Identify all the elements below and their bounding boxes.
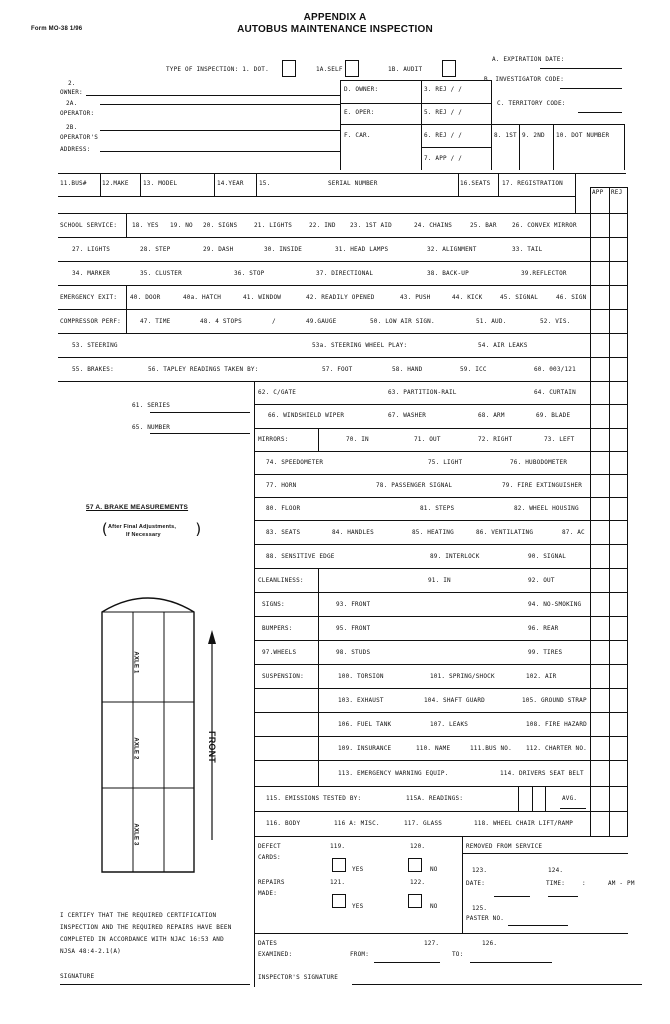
- item-28: 28. STEP: [140, 246, 171, 253]
- item-50: 50. LOW AIR SIGN.: [370, 318, 435, 325]
- item-121: 121.: [330, 879, 346, 886]
- item-73: 73. LEFT: [544, 436, 575, 443]
- seats-label: 16.SEATS: [460, 180, 491, 187]
- item-70: 70. IN: [346, 436, 369, 443]
- number-label: 65. NUMBER: [132, 424, 171, 431]
- front-arrow-head: [208, 630, 216, 644]
- item-21: 21. LIGHTS: [254, 222, 293, 229]
- emergency-exit-label: EMERGENCY EXIT:: [60, 294, 118, 301]
- item-115a: 115A. READINGS:: [406, 795, 464, 802]
- item-69: 69. BLADE: [536, 412, 571, 419]
- e-oper-label: E. OPER:: [344, 109, 375, 116]
- item-81: 81. STEPS: [420, 505, 455, 512]
- expiration-date-line[interactable]: [540, 68, 622, 69]
- item-106: 106. FUEL TANK: [338, 721, 392, 728]
- f-car-label: F. CAR.: [344, 132, 371, 139]
- item-31: 31. HEAD LAMPS: [335, 246, 389, 253]
- first-label: 8. 1ST: [494, 132, 517, 139]
- operator-line[interactable]: [100, 104, 340, 105]
- dates-label: DATES: [258, 940, 278, 947]
- item-116a: 116 A: MISC.: [334, 820, 380, 827]
- item-98: 98. STUDS: [336, 649, 371, 656]
- item-40: 40. DOOR: [130, 294, 161, 301]
- defect-yes-checkbox[interactable]: [332, 858, 346, 872]
- item-74: 74. SPEEDOMETER: [266, 459, 324, 466]
- year-label: 14.YEAR: [217, 180, 244, 187]
- mirrors-label: MIRRORS:: [258, 436, 289, 443]
- brakes-label: 55. BRAKES:: [72, 366, 114, 373]
- item-117: 117. GLASS: [404, 820, 443, 827]
- item-85: 85. HEATING: [412, 529, 454, 536]
- item-75: 75. LIGHT: [428, 459, 463, 466]
- item-104: 104. SHAFT GUARD: [424, 697, 485, 704]
- item-29: 29. DASH: [203, 246, 234, 253]
- self-checkbox[interactable]: [345, 60, 359, 77]
- item-87: 87. AC: [562, 529, 585, 536]
- examined-label: EXAMINED:: [258, 951, 293, 958]
- model-label: 13. MODEL: [143, 180, 178, 187]
- registration-label: 17. REGISTRATION: [502, 180, 563, 187]
- item-82: 82. WHEEL HOUSING: [514, 505, 579, 512]
- d-owner-label: D. OWNER:: [344, 86, 379, 93]
- owner-label: OWNER:: [60, 89, 83, 96]
- item-68: 68. ARM: [478, 412, 505, 419]
- form-number: Form MO-38 1/96: [31, 26, 83, 32]
- item-88: 88. SENSITIVE EDGE: [266, 553, 335, 560]
- bumpers-label: BUMPERS:: [262, 625, 293, 632]
- item-126: 126.: [482, 940, 498, 947]
- to-label: TO:: [452, 951, 464, 958]
- item-63: 63. PARTITION-RAIL: [388, 389, 457, 396]
- item-46: 46. SIGN: [556, 294, 587, 301]
- item-45: 45. SIGNAL: [500, 294, 539, 301]
- item-59: 59. ICC: [460, 366, 487, 373]
- item-116: 116. BODY: [266, 820, 301, 827]
- rej-3-label: 3. REJ / /: [424, 86, 463, 93]
- item-80: 80. FLOOR: [266, 505, 301, 512]
- number-line[interactable]: [150, 433, 250, 434]
- item-43: 43. PUSH: [400, 294, 431, 301]
- item-83: 83. SEATS: [266, 529, 301, 536]
- item-38: 38. BACK-UP: [427, 270, 469, 277]
- paster-number-line[interactable]: [508, 925, 568, 926]
- item-122: 122.: [410, 879, 426, 886]
- item-42: 42. READILY OPENED: [306, 294, 375, 301]
- investigator-code-label: B. INVESTIGATOR CODE:: [484, 76, 565, 83]
- make-label: 12.MAKE: [102, 180, 129, 187]
- avg-line[interactable]: [560, 808, 586, 809]
- removed-date-label: DATE:: [466, 880, 486, 887]
- rej-5-label: 5. REJ / /: [424, 109, 463, 116]
- item-110: 110. NAME: [416, 745, 451, 752]
- item-123: 123.: [472, 867, 488, 874]
- item-111: 111.BUS NO.: [470, 745, 512, 752]
- owner-number: 2.: [68, 80, 76, 87]
- defect-no-checkbox[interactable]: [408, 858, 422, 872]
- item-118: 118. WHEEL CHAIR LIFT/RAMP: [474, 820, 574, 827]
- removed-from-service-label: REMOVED FROM SERVICE: [466, 843, 543, 850]
- repairs-no-checkbox[interactable]: [408, 894, 422, 908]
- item-92: 92. OUT: [528, 577, 555, 584]
- brake-note-2: If Necessary: [126, 532, 161, 538]
- item-77: 77. HORN: [266, 482, 297, 489]
- removed-time-label: TIME:: [546, 880, 566, 887]
- item-27: 27. LIGHTS: [72, 246, 111, 253]
- item-86: 86. VENTILATING: [476, 529, 534, 536]
- operator-label: OPERATOR:: [60, 110, 95, 117]
- item-93: 93. FRONT: [336, 601, 371, 608]
- item-71: 71. OUT: [414, 436, 441, 443]
- certify-line-4: NJSA 48:4-2.1(A): [60, 948, 121, 955]
- item-35: 35. CLUSTER: [140, 270, 182, 277]
- compressor-label: COMPRESSOR PERF:: [60, 318, 121, 325]
- item-32: 32. ALIGNMENT: [427, 246, 477, 253]
- item-95: 95. FRONT: [336, 625, 371, 632]
- item-79: 79. FIRE EXTINGUISHER: [502, 482, 583, 489]
- examined-from-line[interactable]: [374, 962, 440, 963]
- item-89: 89. INTERLOCK: [430, 553, 480, 560]
- item-24: 24. CHAINS: [414, 222, 453, 229]
- item-90: 90. SIGNAL: [528, 553, 567, 560]
- inspection-type-label: TYPE OF INSPECTION: 1. DOT.: [166, 66, 269, 73]
- app-7-label: 7. APP / /: [424, 155, 463, 162]
- repairs-yes-checkbox[interactable]: [332, 894, 346, 908]
- item-19: 19. NO: [170, 222, 193, 229]
- item-115: 115. EMISSIONS TESTED BY:: [266, 795, 362, 802]
- school-service-label: SCHOOL SERVICE:: [60, 222, 118, 229]
- app-column-header: APP: [592, 189, 604, 196]
- second-label: 9. 2ND: [522, 132, 545, 139]
- item-48-slash: /: [272, 318, 276, 325]
- defect-no-label: NO: [430, 866, 438, 873]
- owner-line[interactable]: [86, 95, 340, 96]
- cleanliness-label: CLEANLINESS:: [258, 577, 304, 584]
- removed-time-line[interactable]: [548, 896, 578, 897]
- appendix-title: APPENDIX A: [303, 12, 367, 23]
- item-33: 33. TAIL: [512, 246, 543, 253]
- operator-number: 2A.: [66, 100, 78, 107]
- item-62: 62. C/GATE: [258, 389, 297, 396]
- form-title: AUTOBUS MAINTENANCE INSPECTION: [237, 24, 433, 35]
- address-label-1: OPERATOR'S: [60, 134, 99, 141]
- repairs-no-label: NO: [430, 903, 438, 910]
- signature-label: SIGNATURE: [60, 973, 95, 980]
- item-36: 36. STOP: [234, 270, 265, 277]
- address-line-1[interactable]: [100, 130, 340, 131]
- item-34: 34. MARKER: [72, 270, 111, 277]
- item-44: 44. KICK: [452, 294, 483, 301]
- repairs-label: REPAIRS: [258, 879, 285, 886]
- brake-note-1: After Final Adjustments,: [108, 524, 177, 530]
- item-53a: 53a. STEERING WHEEL PLAY:: [312, 342, 408, 349]
- removed-date-line[interactable]: [494, 896, 530, 897]
- item-64: 64. CURTAIN: [534, 389, 576, 396]
- item-112: 112. CHARTER NO.: [526, 745, 587, 752]
- serial-number-prefix: 15.: [259, 180, 271, 187]
- item-40a: 40a. HATCH: [183, 294, 222, 301]
- repairs-yes-label: YES: [352, 903, 364, 910]
- item-52: 52. VIS.: [540, 318, 571, 325]
- bus-number-label: 11.BUS#: [60, 180, 87, 187]
- avg-label: AVG.: [562, 795, 578, 802]
- territory-code-label: C. TERRITORY CODE:: [497, 100, 566, 107]
- item-99: 99. TIRES: [528, 649, 563, 656]
- item-107: 107. LEAKS: [430, 721, 469, 728]
- item-37: 37. DIRECTIONAL: [316, 270, 374, 277]
- axle-2-label: AXLE 2: [132, 737, 139, 760]
- item-72: 72. RIGHT: [478, 436, 513, 443]
- item-84: 84. HANDLES: [332, 529, 374, 536]
- series-line[interactable]: [150, 412, 250, 413]
- item-57: 57. FOOT: [322, 366, 353, 373]
- item-125: 125.: [472, 905, 488, 912]
- certify-line-2: INSPECTION AND THE REQUIRED REPAIRS HAVE BEEN: [60, 924, 232, 931]
- address-number: 2B.: [66, 124, 78, 131]
- item-60: 60. 003/121: [534, 366, 576, 373]
- self-label: 1A.SELF: [316, 66, 343, 73]
- rej-column-header: REJ: [611, 189, 623, 196]
- item-113: 113. EMERGENCY WARNING EQUIP.: [338, 770, 449, 777]
- item-124: 124.: [548, 867, 564, 874]
- item-58: 58. HAND: [392, 366, 423, 373]
- dot-checkbox[interactable]: [282, 60, 296, 77]
- paren-left: (: [100, 520, 110, 538]
- certifier-signature-line[interactable]: [60, 984, 250, 985]
- item-97: 97.WHEELS: [262, 649, 297, 656]
- certify-line-3: COMPLETED IN ACCORDANCE WITH NJAC 16:53 AND: [60, 936, 224, 943]
- item-109: 109. INSURANCE: [338, 745, 392, 752]
- paster-number-label: PASTER NO.: [466, 915, 505, 922]
- territory-code-line[interactable]: [578, 112, 622, 113]
- item-102: 102. AIR: [526, 673, 557, 680]
- item-119: 119.: [330, 843, 346, 850]
- investigator-code-line[interactable]: [560, 88, 622, 89]
- item-105: 105. GROUND STRAP: [522, 697, 587, 704]
- audit-checkbox[interactable]: [442, 60, 456, 77]
- item-96: 96. REAR: [528, 625, 559, 632]
- brake-measurements-title: 57 A. BRAKE MEASUREMENTS: [86, 504, 189, 511]
- item-26: 26. CONVEX MIRROR: [512, 222, 577, 229]
- item-49: 49.GAUGE: [306, 318, 337, 325]
- item-114: 114. DRIVERS SEAT BELT: [500, 770, 584, 777]
- paren-right: ): [194, 520, 204, 538]
- item-47: 47. TIME: [140, 318, 171, 325]
- item-94: 94. NO-SMOKING: [528, 601, 582, 608]
- time-colon: :: [582, 880, 586, 887]
- address-label-2: ADDRESS:: [60, 146, 91, 153]
- item-39: 39.REFLECTOR: [521, 270, 567, 277]
- defect-label: DEFECT: [258, 843, 281, 850]
- series-label: 61. SERIES: [132, 402, 171, 409]
- item-67: 67. WASHER: [388, 412, 427, 419]
- item-100: 100. TORSION: [338, 673, 384, 680]
- item-101: 101. SPRING/SHOCK: [430, 673, 495, 680]
- address-line-2[interactable]: [100, 151, 340, 152]
- axle-1-label: AXLE 1: [132, 651, 139, 674]
- bus-outline: [102, 598, 194, 872]
- item-108: 108. FIRE HAZARD: [526, 721, 587, 728]
- inspector-signature-label: INSPECTOR'S SIGNATURE: [258, 974, 339, 981]
- item-25: 25. BAR: [470, 222, 497, 229]
- item-30: 30. INSIDE: [264, 246, 303, 253]
- item-127: 127.: [424, 940, 440, 947]
- item-78: 78. PASSENGER SIGNAL: [376, 482, 453, 489]
- am-pm-label: AM - PM: [608, 880, 635, 887]
- axle-3-label: AXLE 3: [132, 823, 139, 846]
- suspension-label: SUSPENSION:: [262, 673, 304, 680]
- item-53: 53. STEERING: [72, 342, 118, 349]
- cards-label: CARDS:: [258, 854, 281, 861]
- item-51: 51. AUD.: [476, 318, 507, 325]
- item-103: 103. EXHAUST: [338, 697, 384, 704]
- signs-label: SIGNS:: [262, 601, 285, 608]
- rej-6-label: 6. REJ / /: [424, 132, 463, 139]
- certify-line-1: I CERTIFY THAT THE REQUIRED CERTIFICATION: [60, 912, 217, 919]
- item-20: 20. SIGNS: [203, 222, 238, 229]
- serial-number-label: SERIAL NUMBER: [328, 180, 378, 187]
- item-23: 23. 1ST AID: [350, 222, 392, 229]
- item-91: 91. IN: [428, 577, 451, 584]
- inspector-signature-line[interactable]: [352, 984, 642, 985]
- item-48: 48. 4 STOPS: [200, 318, 242, 325]
- front-label: FRONT: [207, 731, 217, 763]
- dot-number-label: 10. DOT NUMBER: [556, 132, 610, 139]
- item-18: 18. YES: [132, 222, 159, 229]
- item-120: 120.: [410, 843, 426, 850]
- defect-yes-label: YES: [352, 866, 364, 873]
- expiration-date-label: A. EXPIRATION DATE:: [492, 56, 565, 63]
- audit-label: 1B. AUDIT: [388, 66, 423, 73]
- item-56: 56. TAPLEY READINGS TAKEN BY:: [148, 366, 259, 373]
- item-66: 66. WINDSHIELD WIPER: [268, 412, 345, 419]
- item-54: 54. AIR LEAKS: [478, 342, 528, 349]
- made-label: MADE:: [258, 890, 278, 897]
- item-76: 76. HUBODOMETER: [510, 459, 568, 466]
- examined-to-line[interactable]: [470, 962, 552, 963]
- from-label: FROM:: [350, 951, 370, 958]
- item-41: 41. WINDOW: [243, 294, 282, 301]
- item-22: 22. IND: [309, 222, 336, 229]
